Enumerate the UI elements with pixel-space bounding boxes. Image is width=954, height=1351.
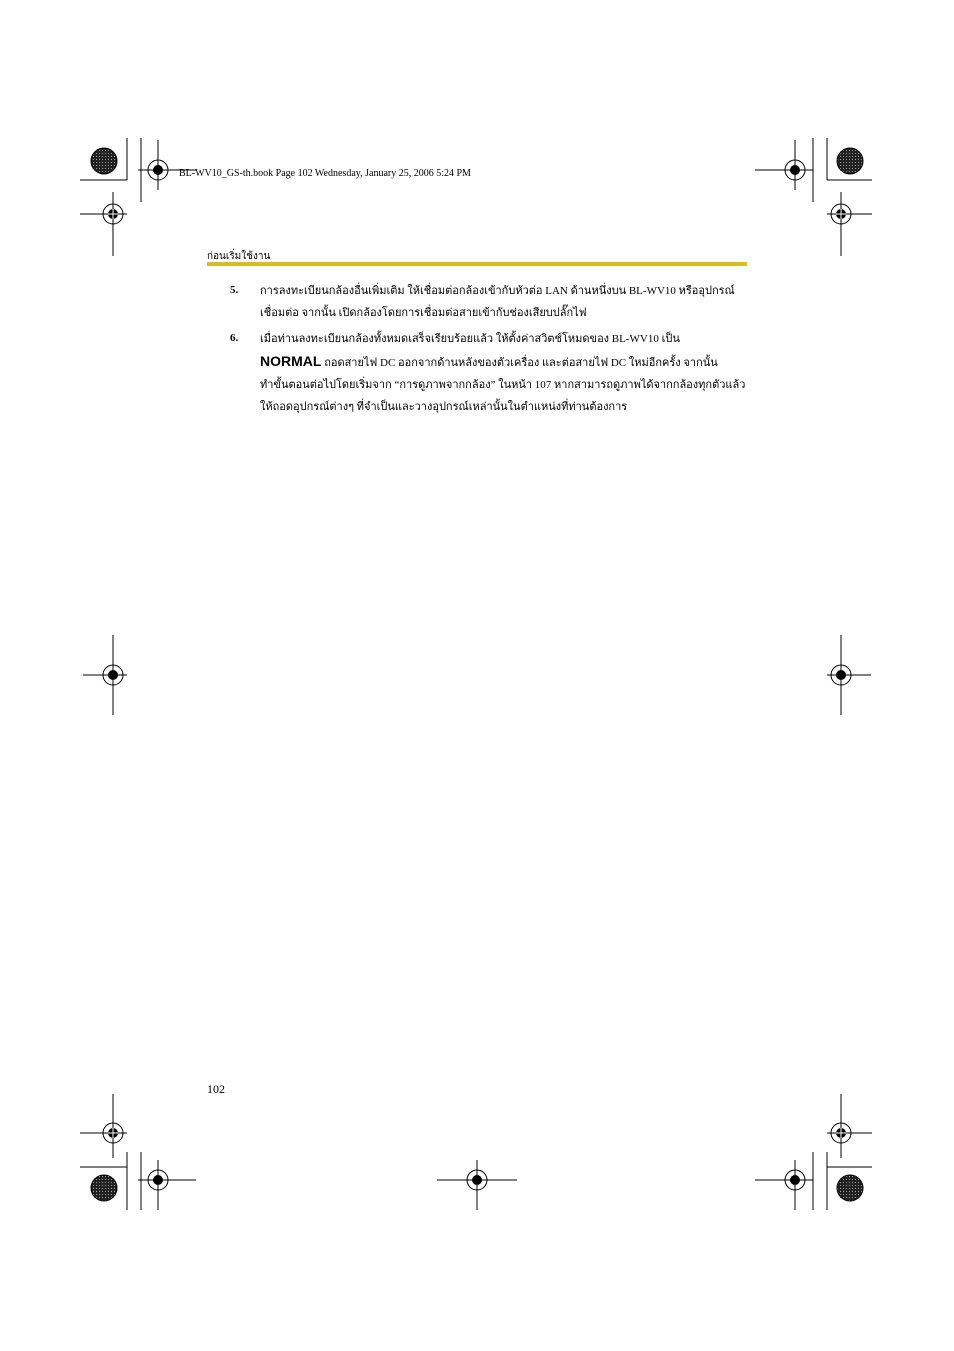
section-header: ก่อนเริ่มใช้งาน [207, 251, 271, 262]
registration-mark-icon [138, 140, 196, 190]
step-line: ทำขั้นตอนต่อไปโดยเริ่มจาก “การดูภาพจากกล้อง” ในหน้า 107 หากสามารถดูภาพได้จากกล้องทุกตัวแล้ว [260, 379, 746, 391]
step-line: การลงทะเบียนกล้องอื่นเพิ่มเติม ให้เชื่อมต่อกล้องเข้ากับหัวต่อ LAN ด้านหนึ่งบน BL-WV10 หรืออุปกรณ์ [260, 285, 735, 297]
registration-mark-icon [437, 1160, 517, 1210]
step-line: ให้ถอดอุปกรณ์ต่างๆ ที่จำเป็นและวางอุปกรณ์เหล่านั้นในตำแหน่งที่ท่านต้องการ [260, 401, 628, 413]
registration-mark-icon [138, 1160, 196, 1210]
normal-mode-label: NORMAL [260, 353, 322, 369]
step-line: เมื่อท่านลงทะเบียนกล้องทั้งหมดเสร็จเรียบร้อยแล้ว ให้ตั้งค่าสวิตช์โหมดของ BL-WV10 เป็น [260, 333, 680, 345]
step-line: เชื่อมต่อ จากนั้น เปิดกล้องโดยการเชื่อมต่อสายเข้ากับช่องเสียบปลั๊กไฟ [260, 307, 587, 319]
starburst-icon [837, 148, 863, 174]
starburst-icon [91, 148, 117, 174]
registration-mark-icon [827, 635, 871, 715]
page-number: 102 [207, 1082, 225, 1096]
step-line-rest: ถอดสายไฟ DC ออกจากด้านหลังของตัวเครื่อง และต่อสายไฟ DC ใหม่อีกครั้ง จากนั้น [321, 357, 718, 369]
step-number: 5. [230, 284, 239, 296]
registration-mark-icon [83, 635, 127, 715]
registration-mark-icon [755, 140, 813, 190]
step-text [260, 328, 748, 418]
crop-mark-bottom-right [813, 1094, 872, 1210]
starburst-icon [837, 1175, 863, 1201]
registration-mark-icon [755, 1160, 813, 1210]
starburst-icon [91, 1175, 117, 1201]
step-number: 6. [230, 332, 239, 344]
step-line [260, 350, 748, 374]
crop-mark-top-left [80, 138, 141, 256]
crop-mark-top-right [813, 138, 872, 256]
crop-mark-bottom-left [80, 1094, 141, 1210]
step-text [260, 280, 748, 324]
print-slug: BL-WV10_GS-th.book Page 102 Wednesday, January 25, 2006 5:24 PM [179, 168, 471, 179]
header-rule [207, 262, 747, 266]
